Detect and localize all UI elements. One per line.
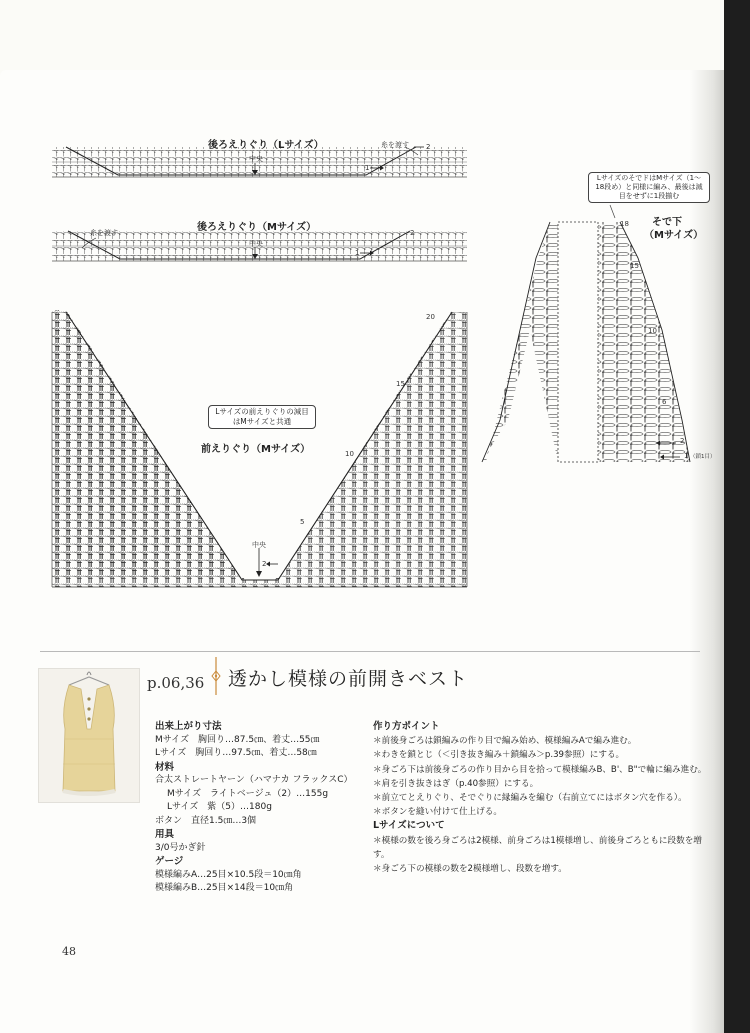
front-neck-row-5: 5 [300, 518, 305, 526]
method-point: ＊肩を引き抜きはぎ（p.40参照）にする。 [373, 778, 539, 789]
sleeve-row-10: 10 [648, 327, 657, 335]
gauge-heading: ゲージ [155, 856, 184, 867]
size-m: Mサイズ 胸回り…87.5㎝、着丈…55㎝ [155, 734, 320, 745]
l-size-point: ＊身ごろ下の模様の数を2模様増し、段数を増す。 [373, 864, 567, 875]
yarn: 合太ストレートヤーン（ハマナカ フラックスC） [155, 775, 353, 785]
gauge-a: 模様編みA…25目×10.5段＝10㎝角 [155, 869, 302, 880]
method-point: ＊前立てとえりぐり、そでぐりに縁編みを編む（右前立てにはボタン穴を作る）。 [373, 793, 687, 804]
back-neck-m-row2: 2 [410, 229, 415, 237]
materials-column [155, 720, 355, 896]
yarn-l: Lサイズ 紫（5）…180g [167, 802, 272, 812]
back-neck-m-title: 後ろえりぐり（Mサイズ） [197, 222, 317, 233]
back-neck-l-center: 中央 [249, 155, 263, 163]
back-neck-m-center: 中央 [249, 240, 263, 248]
l-size-heading: Lサイズについて [373, 820, 445, 832]
size-heading: 出来上がり寸法 [155, 721, 222, 732]
front-neck-row-20: 20 [426, 313, 435, 321]
back-neck-m-note: 糸を渡す [90, 229, 118, 237]
title-ornament-icon [210, 657, 222, 695]
front-neck-title: 前えりぐり（Mサイズ） [201, 444, 311, 455]
method-point: ＊身ごろ下は前後身ごろの作り目から目を拾って模様編みB、B'、B"で輪に編み進む。 [373, 764, 707, 775]
front-neck-note: Lサイズの前えりぐりの減目はMサイズと共通 [208, 405, 316, 429]
back-neck-l-row1: 1 [365, 164, 370, 172]
sleeve-note: LサイズのそでドはMサイズ（1〜18段め）と同様に編み、最後は減目をせずに1段揃む [588, 172, 710, 203]
method-point: ＊ボタンを縫い付けて仕上げる。 [373, 807, 502, 818]
hook: 3/0号かぎ針 [155, 842, 206, 853]
method-heading: 作り方ポイント [373, 721, 440, 732]
sleeve-row-15: 15 [630, 262, 639, 270]
size-l: Lサイズ 胸回り…97.5㎝、着丈…58㎝ [155, 748, 317, 758]
back-neck-l-title: 後ろえりぐり（Lサイズ） [208, 140, 324, 151]
front-neck-center: 中央 [252, 541, 266, 549]
pattern-title: 透かし模様の前開きベスト [228, 668, 469, 690]
method-column [373, 720, 708, 876]
sleeve-row-6: 6 [662, 398, 667, 406]
l-size-point: ＊模様の数を後ろ身ごろは2模様、前身ごろは1模様増し、前後身ごろともに段数を増す。 [373, 835, 702, 860]
method-point: ＊前後身ごろは鎖編みの作り目で編み始め、模様編みAで編み進む。 [373, 736, 637, 747]
material-heading: 材料 [155, 761, 175, 773]
sleeve-row-18: 18 [620, 220, 629, 228]
sleeve-row-1: 1 [684, 452, 689, 460]
front-neck-row-10: 10 [345, 450, 354, 458]
sleeve-subtitle: （Mサイズ） [644, 230, 704, 241]
tools-heading: 用具 [155, 829, 175, 840]
buttons: ボタン 直径1.5㎝…3個 [155, 815, 257, 826]
sleeve-row-2: 2 [680, 437, 685, 445]
front-neck-row-15: 15 [396, 380, 405, 388]
sleeve-title: そで下 [652, 217, 682, 228]
sleeve-start-label: （鎖1目） [690, 454, 716, 460]
yarn-m: Mサイズ ライトベージュ（2）…155g [167, 788, 329, 799]
page-reference: p.06,36 [147, 674, 205, 692]
vest-photo [38, 668, 140, 803]
back-neck-l-note: 糸を渡す [381, 141, 409, 149]
front-neck-row-2: 2 [262, 560, 267, 568]
section-divider [40, 651, 700, 652]
back-neck-l-row2: 2 [426, 143, 431, 151]
back-neck-m-row1: 1 [355, 249, 360, 257]
method-point: ＊わきを鎖とじ（＜引き抜き編み＋鎖編み＞p.39参照）にする。 [373, 750, 625, 761]
page-number: 48 [62, 945, 76, 958]
sleeve-chart [482, 205, 690, 462]
gauge-b: 模様編みB…25目×14段＝10㎝角 [155, 883, 294, 893]
